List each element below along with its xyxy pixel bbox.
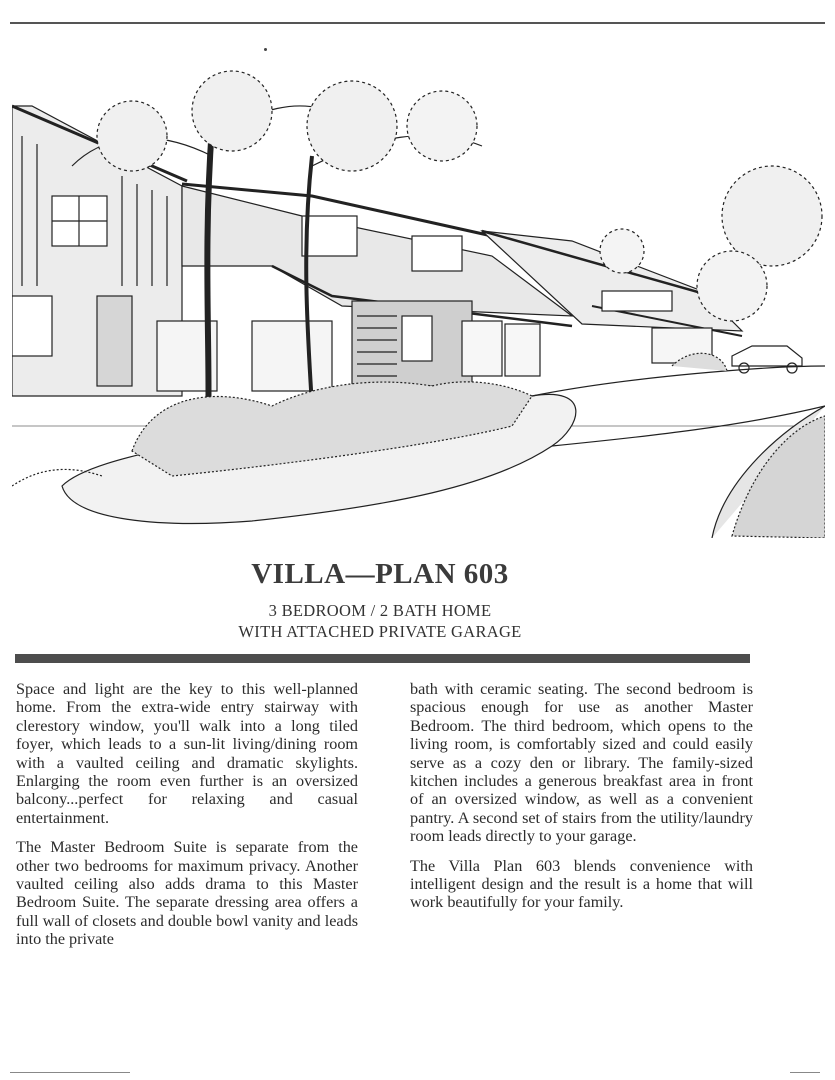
paragraph: Space and light are the key to this well-planned home. From the extra-wide entry stairway with clerestory window, you'll walk into a long tiled foyer, which leads to a sun-lit living/dining room with a vaulted ceiling and dramatic skylights. Enlarging the room even further is an oversized balcony...perfect for relaxing and casual entertainment. [16, 680, 358, 827]
subtitle-line-1: 3 BEDROOM / 2 BATH HOME [268, 601, 492, 620]
house-sketch-illustration [12, 66, 825, 538]
bottom-rule [10, 1072, 130, 1073]
speck [264, 48, 267, 51]
left-column [16, 680, 358, 960]
divider-band [15, 654, 750, 663]
bottom-rule [790, 1072, 820, 1073]
paragraph: bath with ceramic seating. The second bedroom is spacious enough for use as another Master Bedroom. The third bedroom, which opens to the living room, is comfortably sized and could easily serve as a cozy den or library. The family-sized kitchen includes a generous breakfast area in front of an oversized window, as well as a convenient pantry. A second set of stairs from the utility/laundry room leads directly to your garage. [410, 680, 753, 846]
paragraph: The Villa Plan 603 blends convenience with intelligent design and the result is a home that will work beautifully for your family. [410, 856, 753, 912]
subtitle-line-2: WITH ATTACHED PRIVATE GARAGE [238, 622, 522, 641]
plan-title: VILLA—PLAN 603 [251, 558, 509, 590]
paragraph: The Master Bedroom Suite is separate from the other two bedrooms for maximum privacy. Another vaulted ceiling also adds drama to this Master Bedroom Suite. The separate dressing area offers a full wall of closets and double bowl vanity and leads into the private [16, 838, 358, 949]
right-column [410, 680, 753, 923]
top-rule [10, 22, 825, 24]
